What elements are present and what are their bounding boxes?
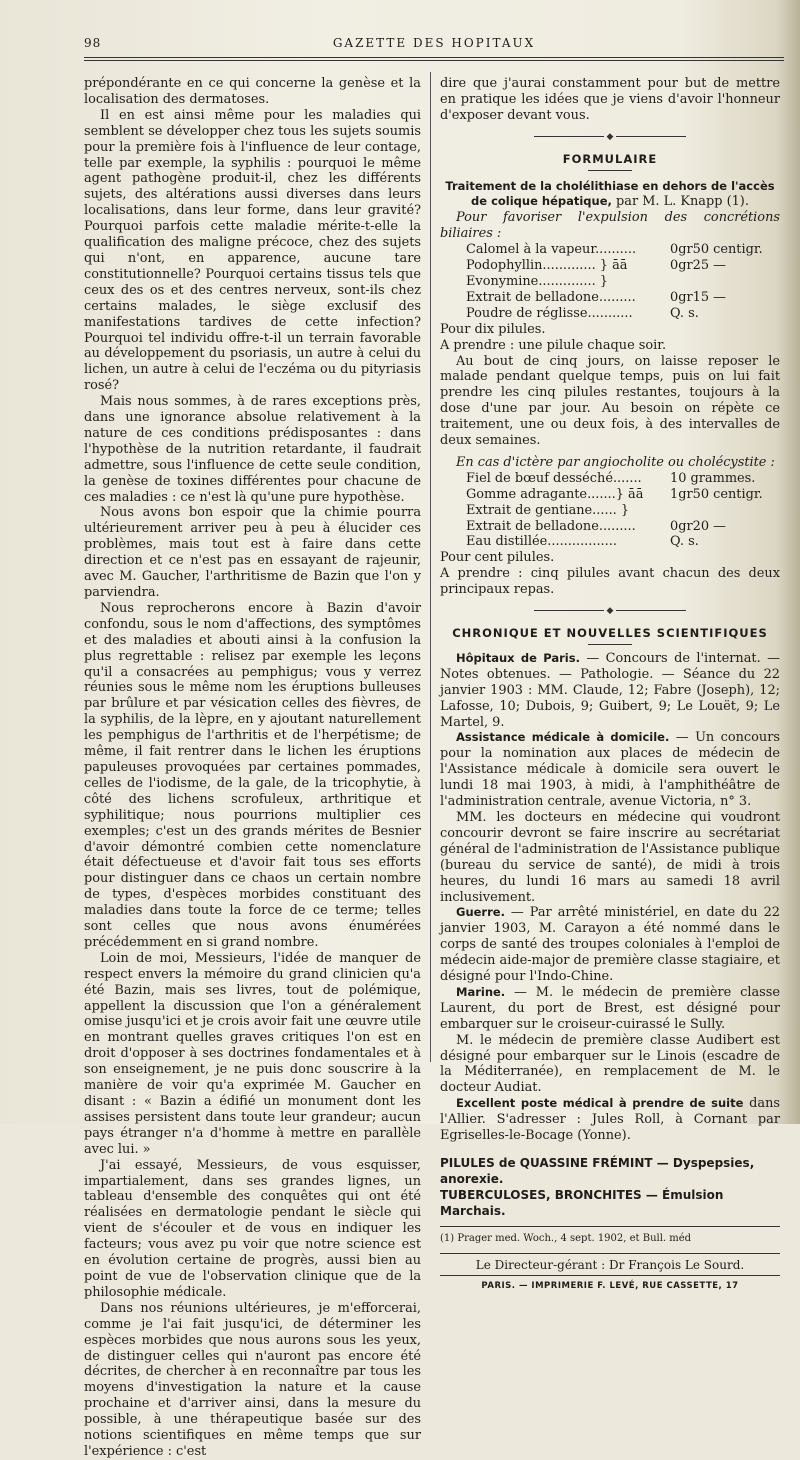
treatment-author: par M. L. Knapp (1).: [616, 194, 749, 210]
rx-line: Podophyllin............. } āā 0gr25 —: [466, 258, 727, 274]
paragraph: dire que j'aurai constamment pour but de mettre en pratique les idées que je viens d'avoir l'honneur d'exposer devant vous.: [440, 76, 780, 123]
paragraph: Il en est ainsi même pour les maladies qui semblent se développer chez tous les sujets soumis pour la première fois à l'influence de leur contage, telle par exemple, la syphilis : pourquoi le même agent pathogène produit-il, chez les différents sujets, des altérations aussi diverses dans leurs localisations, dans leur forme, dans leur gravité? Pourquoi parfois cette maladie mérite-t-elle la qualification des maligne précoce, chez des sujets qui n'ont, en apparence, aucune tare constitutionnelle? Pourquoi certains tissus tels que ceux des os et des centres nerveux, sont-ils chez certains malades, le siège exclusif des manifestations tardives de cette infection? Pourquoi tel individu offre-t-il un terrain favorable au développement du psoriasis, un autre à celui du lichen, un autre à celui de l'eczéma ou du pityriasis rosé?: [84, 107, 421, 394]
news-item: Guerre. — Par arrêté ministériel, en date du 22 janvier 1903, M. Carayon a été nommé dans le corps de santé des troupes coloniales à l'emploi de médecin aide-major de première classe stagiaire, et désigné pour l'Indo-Chine.: [440, 905, 780, 985]
advert-line: PILULES de QUASSINE FRÉMINT — Dyspepsies, anorexie.: [440, 1156, 755, 1186]
rx-note: A prendre : cinq pilules avant chacun des deux principaux repas.: [440, 566, 780, 598]
rx-line: Calomel à la vapeur.......... 0gr50 centigr.: [466, 242, 763, 258]
rx-line: Poudre de réglisse........... Q. s.: [466, 305, 699, 321]
paragraph: prépondérante en ce qui concerne la genèse et la localisation des dermatoses.: [84, 76, 421, 107]
rx-line: Evonymine.............. }: [466, 273, 608, 289]
journal-title: GAZETTE DES HOPITAUX: [332, 36, 536, 50]
rx-line: Extrait de belladone......... 0gr15 —: [466, 289, 727, 305]
footnote: (1) Prager med. Woch., 4 sept. 1902, et Bull. méd: [440, 1232, 692, 1244]
rx-line: Extrait de belladone......... 0gr20 —: [466, 518, 727, 534]
news-item: Assistance médicale à domicile. — Un concours pour la nomination aux places de médecin de l'Assistance médicale à domicile sera ouvert le lundi 18 mai 1903, à midi, à l'amphithéâtre de l'administration centrale, avenue Victoria, n° 3.: [440, 730, 780, 810]
page-header: [84, 36, 784, 58]
rx-line: Eau distillée................. Q. s.: [466, 534, 699, 550]
section-ornament: ◆: [440, 130, 780, 146]
paragraph: Loin de moi, Messieurs, l'idée de manquer de respect envers la mémoire du grand clinicien qu'a été Bazin, mais ses livres, tout de polémique, appellent la discussion que l'on a généralement omise jusqu'ici et je crois avoir fait une œuvre utile en montrant quelles graves critiques l'on est en droit d'opposer à ses doctrines fondamentales et à son enseignement, je ne puis donc souscrire à la manière de voir qu'a exprimée M. Gaucher en disant : « Bazin a édifié un monument dont les assises persistent dans toute leur grandeur; aucun pays étranger n'a d'homme à mettre en parallèle avec lui. »: [84, 950, 421, 1157]
paragraph: Nous reprocherons encore à Bazin d'avoir confondu, sous le nom d'affections, des symptômes et des maladies et abouti ainsi à la confusion la plus regrettable : relisez par exemple les leçons qu'il a consacrées au pemphigus; vous y verrez réunies sous le même nom les éruptions bulleuses par brûlure et par vésication celles des fièvres, de la syphilis, de la lèpre, en y ajoutant naturellement les pemphigus de l'arthritis et de l'herpétisme; de même, il fait rentrer dans le lichen les éruptions papuleuses provoquées par certaines pommades, celles de l'iodisme, de la gale, de la tricophytie, à côté des lichens scrofuleux, arthritique et syphilitique; nous pourrions multiplier ces exemples; c'est un des grands mérites de Besnier d'avoir démontré combien cette nomenclature était défectueuse et d'avoir fait tous ses efforts pour distinguer dans ce chaos un certain nombre de types, d'espèces morbides constituant des maladies dans toute la force de ce terme; telles sont celles que nous avons énumérées précédemment en si grand nombre.: [84, 600, 421, 950]
formulaire-title: FORMULAIRE: [562, 151, 658, 166]
chronique-title: CHRONIQUE ET NOUVELLES SCIENTIFIQUES: [452, 626, 768, 640]
footer-rule: [440, 1275, 780, 1276]
footnote-rule: [440, 1253, 780, 1254]
news-item: Marine. — M. le médecin de première classe Laurent, du port de Brest, est désigné pour embarquer sur le croiseur-cuirassé le Sully.: [440, 984, 780, 1032]
rx-note: Pour cent pilules.: [440, 550, 555, 566]
paragraph: Nous avons bon espoir que la chimie pourra ultérieurement arriver peu à peu à élucider ces problèmes, mais tout est à faire dans cette direction et ce n'est pas en essayant de rajeunir, avec M. Gaucher, l'arthritisme de Bazin que l'on y parviendra.: [84, 505, 421, 600]
rx-note: Pour dix pilules.: [440, 321, 546, 337]
short-rule: [588, 170, 632, 171]
right-column: [440, 76, 780, 1295]
rx-line: Gomme adragante.......} āā 1gr50 centigr.: [466, 486, 763, 502]
rx2-heading: En cas d'ictère par angiocholite ou cholécystite :: [456, 454, 775, 470]
advert-line: TUBERCULOSES, BRONCHITES — Émulsion Marchais.: [440, 1187, 724, 1218]
section-ornament: ◆: [440, 604, 780, 620]
news-item: MM. les docteurs en médecine qui voudront concourir devront se faire inscrire au secrétariat général de l'administration de l'Assistance publique (bureau du service de santé), de midi à trois heures, du lundi 16 mars au samedi 18 avril inclusivement.: [440, 809, 780, 905]
left-column: [84, 76, 421, 1460]
director-line: Le Directeur-gérant : Dr François Le Sourd.: [475, 1257, 745, 1272]
treatment-heading: [440, 179, 780, 211]
rx-note: Au bout de cinq jours, on laisse reposer le malade pendant quelque temps, puis on lui fait prendre les cinq pilules restantes, toujours à la dose d'une par jour. Au besoin on répète ce traitement, une ou deux fois, à des intervalles de deux semaines.: [440, 353, 780, 449]
paragraph: J'ai essayé, Messieurs, de vous esquisser, impartialement, dans ses grandes lignes, un tableau d'ensemble des conquêtes qui ont été réalisées en dermatologie pendant le siècle qui vient de s'écouler et de vous en indiquer les facteurs; vous avez pu voir que notre science est en évolution certaine de progrès, aussi bien au point de vue de l'observation clinique que de la philosophie médicale.: [84, 1157, 421, 1300]
treatment-title: Traitement de la cholélithiase en dehors de l'accès de colique hépatique,: [445, 178, 775, 209]
column-divider: [430, 72, 431, 1062]
paragraph: Mais nous sommes, à de rares exceptions près, dans une ignorance absolue relativement à la nature de ces conditions prédisposantes : dans l'hypothèse de la nutrition retardante, il faudrait admettre, sous l'influence de cette seule condition, la genèse de toxines différentes pour chacune de ces maladies : ce n'est là qu'une pure hypothèse.: [84, 394, 421, 505]
header-rule-double: [84, 60, 784, 61]
footnote-rule: [440, 1226, 780, 1227]
rx1-heading: Pour favoriser l'expulsion des concrétions biliaires :: [440, 210, 780, 242]
news-item: Excellent poste médical à prendre de suite dans l'Allier. S'adresser : Jules Roll, à Cornant par Egriselles-le-Bocage (Yonne).: [440, 1096, 780, 1144]
header-rule: [84, 57, 784, 58]
rx-line: Extrait de gentiane...... }: [466, 502, 630, 518]
short-rule: [588, 644, 632, 645]
page-number: 98: [84, 36, 102, 50]
printer-line: PARIS. — IMPRIMERIE F. LEVÉ, RUE CASSETTE, 17: [481, 1281, 739, 1292]
rx-line: Fiel de bœuf desséché....... 10 grammes.: [466, 470, 756, 486]
rx-note: A prendre : une pilule chaque soir.: [440, 337, 667, 353]
news-item: M. le médecin de première classe Audibert est désigné pour embarquer sur le Linois (escadre de la Méditerranée), en remplacement de M. le docteur Audiat.: [440, 1032, 780, 1096]
paragraph: Dans nos réunions ultérieures, je m'efforcerai, comme je l'ai fait jusqu'ici, de déterminer les espèces morbides que nous aurons sous les yeux, de distinguer celles qui n'auront pas encore été décrites, de chercher à en reconnaître par tous les moyens d'investigation la nature et la cause prochaine et d'arriver ainsi, dans la mesure du possible, à une thérapeutique basée sur des notions scientifiques en même temps que sur l'expérience : c'est: [84, 1300, 421, 1459]
news-item: Hôpitaux de Paris. — Concours de l'internat. — Notes obtenues. — Pathologie. — Séance du 22 janvier 1903 : MM. Claude, 12; Fabre (Joseph), 12; Lafosse, 10; Dubois, 9; Guibert, 9; Le Louët, 9; Le Martel, 9.: [440, 650, 781, 730]
